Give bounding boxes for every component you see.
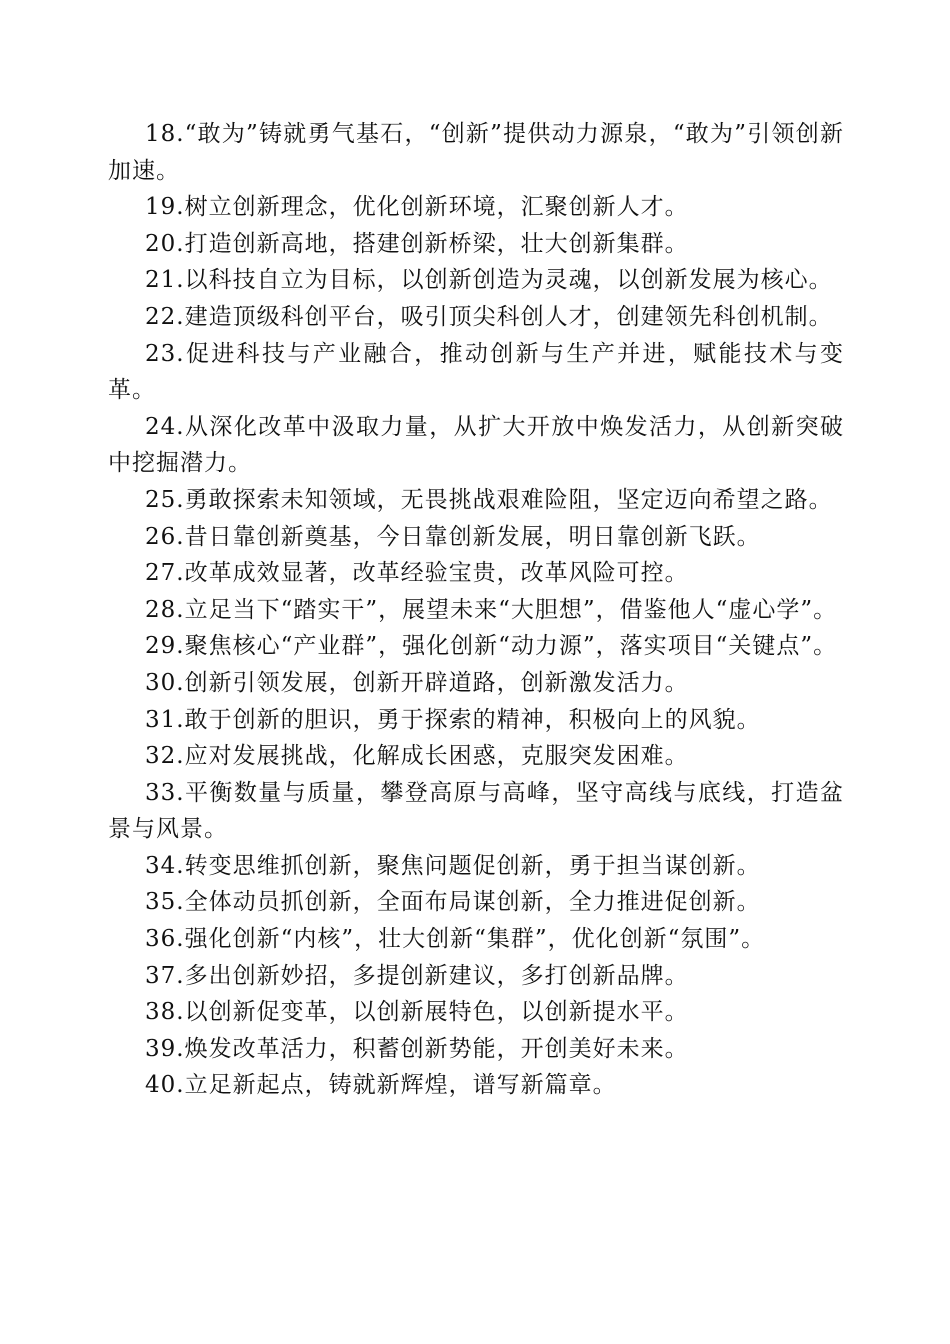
list-item: 22.建造顶级科创平台，吸引顶尖科创人才，创建领先科创机制。 bbox=[145, 303, 833, 330]
list-item: 40.立足新起点，铸就新辉煌，谱写新篇章。 bbox=[145, 1072, 617, 1099]
list-item: 27.改革成效显著，改革经验宝贵，改革风险可控。 bbox=[145, 560, 689, 587]
list-item: 31.敢于创新的胆识，勇于探索的精神，积极向上的风貌。 bbox=[145, 706, 761, 733]
list-item: 33.平衡数量与质量，攀登高原与高峰，坚守高线与底线，打造盆景与风景。 bbox=[108, 779, 844, 843]
list-item: 29.聚焦核心“产业群”，强化创新“动力源”，落实项目“关键点”。 bbox=[145, 633, 838, 660]
list-item: 19.树立创新理念，优化创新环境，汇聚创新人才。 bbox=[145, 194, 689, 221]
list-item: 18.“敢为”铸就勇气基石，“创新”提供动力源泉，“敢为”引领创新加速。 bbox=[108, 121, 844, 184]
list-item: 28.立足当下“踏实干”，展望未来“大胆想”，借鉴他人“虚心学”。 bbox=[145, 596, 838, 623]
list-item: 24.从深化改革中汲取力量，从扩大开放中焕发活力，从创新突破中挖掘潜力。 bbox=[108, 413, 844, 477]
list-item: 21.以科技自立为目标，以创新创造为灵魂，以创新发展为核心。 bbox=[145, 267, 833, 294]
list-item: 32.应对发展挑战，化解成长困惑，克服突发困难。 bbox=[145, 743, 689, 770]
list-item: 36.强化创新“内核”，壮大创新“集群”，优化创新“氛围”。 bbox=[145, 926, 766, 953]
list-item: 39.焕发改革活力，积蓄创新势能，开创美好未来。 bbox=[145, 1035, 689, 1062]
list-item: 35.全体动员抓创新，全面布局谋创新，全力推进促创新。 bbox=[145, 889, 761, 916]
list-item: 23.促进科技与产业融合，推动创新与生产并进，赋能技术与变革。 bbox=[108, 340, 844, 404]
list-item: 37.多出创新妙招，多提创新建议，多打创新品牌。 bbox=[145, 962, 689, 989]
item-list bbox=[108, 116, 844, 1104]
list-item: 25.勇敢探索未知领域，无畏挑战艰难险阻，坚定迈向希望之路。 bbox=[145, 486, 833, 513]
list-item: 20.打造创新高地，搭建创新桥梁，壮大创新集群。 bbox=[145, 230, 689, 257]
list-item: 26.昔日靠创新奠基，今日靠创新发展，明日靠创新飞跃。 bbox=[145, 523, 761, 550]
list-item: 34.转变思维抓创新，聚焦问题促创新，勇于担当谋创新。 bbox=[145, 852, 761, 879]
list-item: 38.以创新促变革，以创新展特色，以创新提水平。 bbox=[145, 999, 689, 1026]
list-item: 30.创新引领发展，创新开辟道路，创新激发活力。 bbox=[145, 669, 689, 696]
